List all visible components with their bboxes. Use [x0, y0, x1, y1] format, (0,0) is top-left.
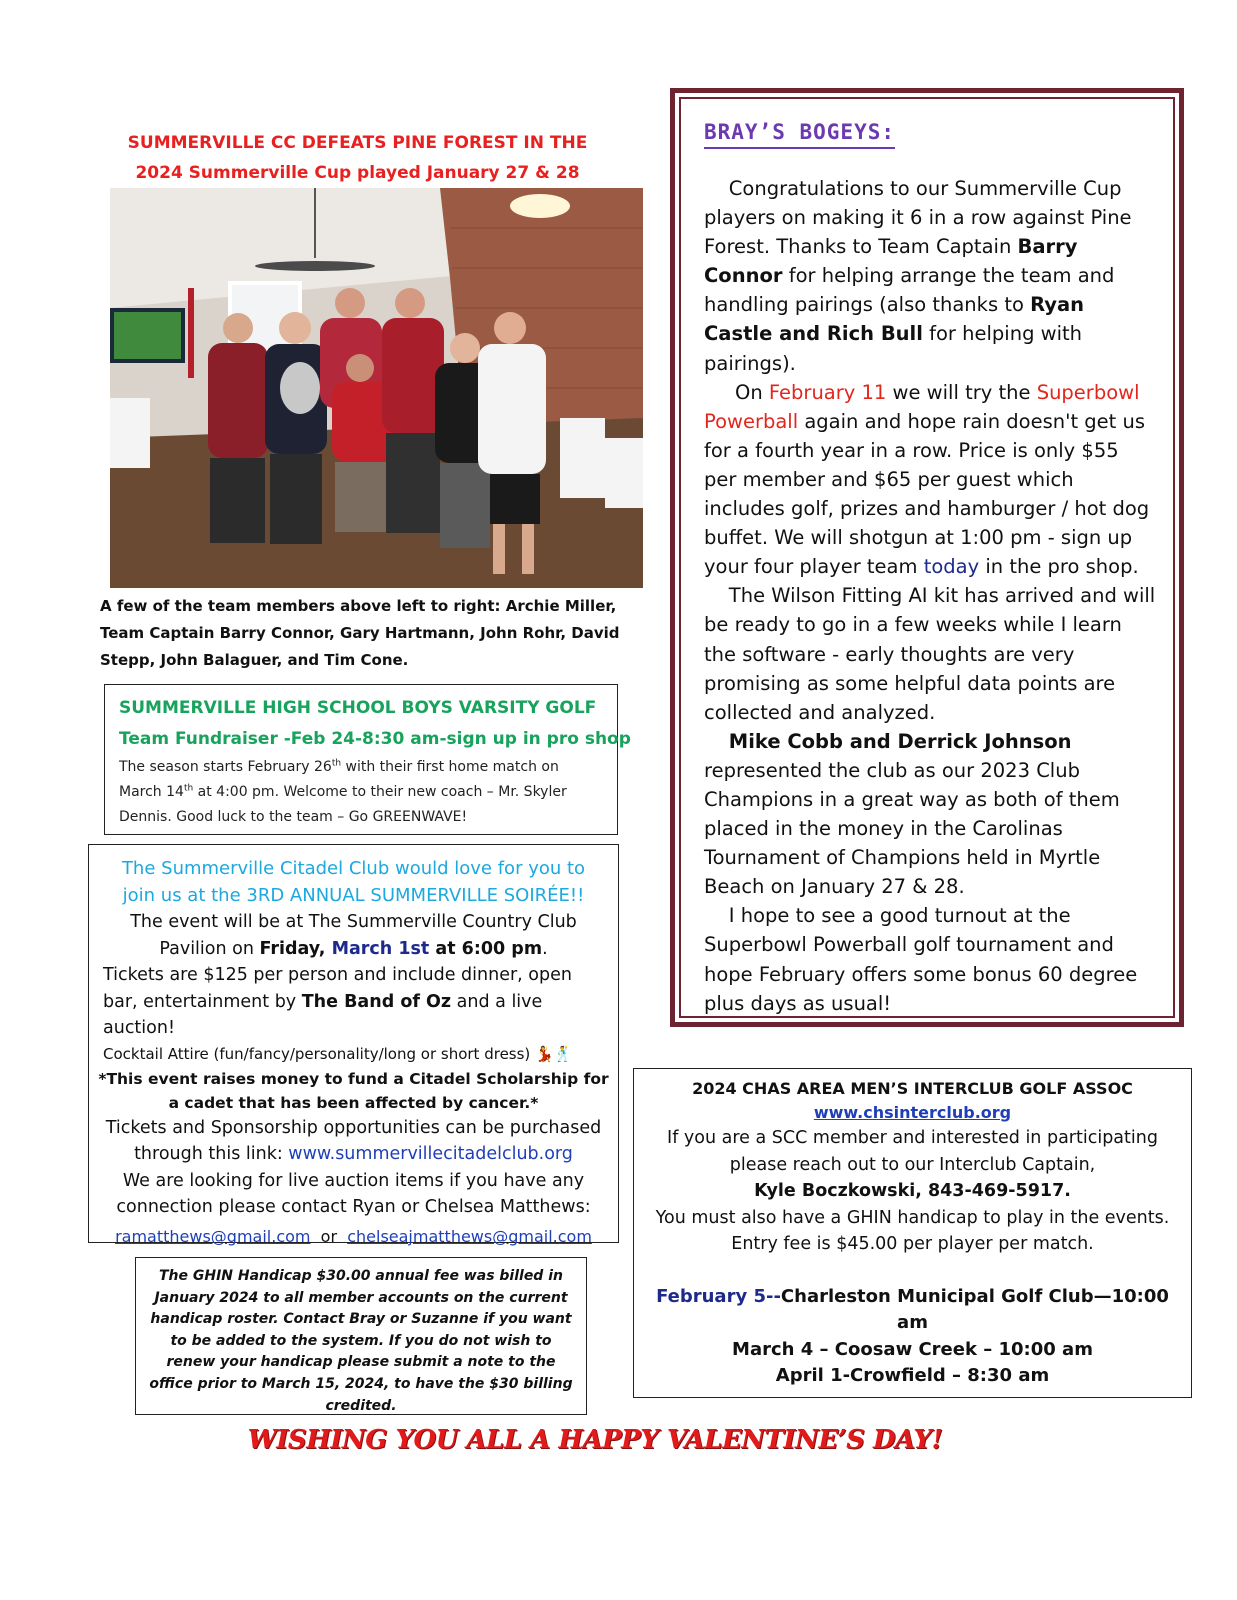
citadel-title-1: The Summerville Citadel Club would love for you to: [121, 858, 586, 879]
brays-p3-text: The Wilson Fitting AI kit has arrived and will be ready to go in a few weeks while I learn the software - early thoughts are very promising as some helpful data points are collected and analyzed.: [704, 584, 1156, 724]
valentine-banner: WISHING YOU ALL A HAPPY VALENTINE’S DAY!: [247, 1425, 943, 1455]
schedule-item-mar: March 4 – Coosaw Creek – 10:00 am: [732, 1338, 1093, 1360]
brays-p2-text-d: in the pro shop.: [979, 555, 1139, 579]
brays-p2-text-c: again and hope rain doesn't get us for a fourth year in a row. Price is only $55 per member and $65 per guest which includes golf, prizes and hamburger / hot dog buffet. We will shotgun at 1:00 pm - sign up your four player team: [704, 409, 1150, 579]
citadel-attire: [97, 1042, 610, 1067]
interclub-link-row: [644, 1101, 1181, 1125]
citadel-p3-text: Tickets and Sponsorship opportunities can be purchased through this link:: [105, 1117, 602, 1164]
brays-p2-date: February 11: [768, 380, 887, 404]
brays-p2-today: today: [923, 555, 980, 579]
brays-paragraph-2: [704, 378, 1156, 582]
brays-p1-name-2: Ryan Castle and Rich Bull: [704, 293, 1084, 346]
cup-headline: [100, 128, 615, 188]
citadel-title-2: join us at the 3RD ANNUAL SUMMERVILLE SOIRÉE!!: [122, 885, 585, 906]
citadel-event-day: Friday,: [259, 938, 332, 959]
cup-headline-line-2: 2024 Summerville Cup played January 27 & 28: [135, 163, 580, 183]
brays-paragraph-4: [704, 727, 1156, 902]
brays-p2-event: Superbowl Powerball: [704, 380, 1140, 433]
email-link-chelsea[interactable]: chelseajmatthews@gmail.com: [347, 1226, 592, 1246]
hs-body-a: The season starts February 26: [119, 759, 332, 775]
brays-paragraph-5: [704, 901, 1156, 1017]
brays-paragraph-1: [704, 174, 1156, 378]
schedule-item-apr: April 1-Crowfield – 8:30 am: [775, 1365, 1050, 1386]
email-link-ryan[interactable]: ramatthews@gmail.com: [115, 1226, 311, 1246]
dancing-man-icon: 🕺: [553, 1044, 573, 1063]
brays-title: BRAY’S BOGEYS:: [704, 117, 895, 149]
brays-p2-text: On: [735, 380, 769, 404]
interclub-entry-fee: Entry fee is $45.00 per player per match.: [731, 1234, 1094, 1254]
brays-p1-text-b: for helping arrange the team and handling pairings (also thanks to: [704, 264, 1115, 317]
citadel-event-time: at 6:00 pm: [429, 938, 543, 959]
email-or: or: [320, 1226, 338, 1246]
interclub-intro: If you are a SCC member and interested in participating please reach out to our Interclub Captain,: [667, 1128, 1158, 1175]
high-school-golf-box: [104, 684, 631, 835]
brays-p1-text-c: for helping with pairings).: [704, 322, 1083, 375]
schedule-item-feb: [644, 1284, 1181, 1337]
brays-p4-names: Mike Cobb and Derrick Johnson: [728, 729, 1072, 753]
brays-body: [704, 174, 1156, 1018]
citadel-emails: [97, 1223, 610, 1251]
citadel-sponsorship: [97, 1115, 610, 1168]
interclub-title: 2024 CHAS AREA MEN’S INTERCLUB GOLF ASSOC: [692, 1079, 1133, 1098]
brays-p1-name-1: Barry Connor: [704, 235, 1078, 288]
citadel-website-link[interactable]: www.summervillecitadelclub.org: [288, 1144, 573, 1164]
citadel-event-date: March 1st: [331, 938, 430, 959]
high-school-body: [119, 755, 605, 830]
brays-p2-text-b: we will try the: [886, 380, 1037, 404]
citadel-p2-text: Tickets are $125 per person and include dinner, open bar, entertainment by: [103, 965, 572, 1012]
interclub-box: [633, 1068, 1192, 1398]
hs-body-b: with their first home match on March 14: [119, 759, 559, 800]
dancer-icon: 💃: [535, 1044, 554, 1063]
high-school-title-2: Team Fundraiser -Feb 24-8:30 am-sign up in pro shop: [119, 729, 631, 749]
schedule-feb-venue: Charleston Municipal Golf Club—10:00 am: [780, 1285, 1169, 1333]
citadel-tickets: [97, 962, 610, 1042]
brays-p4-text: represented the club as our 2023 Club Champions in a great way as both of them placed in the money in the Carolinas Tournament of Champions held in Myrtle Beach on January 27 & 28.: [704, 758, 1120, 899]
interclub-schedule: [644, 1284, 1181, 1390]
ghin-notice-box: The GHIN Handicap $30.00 annual fee was billed in January 2024 to all member accounts on the current handicap roster. Contact Bray or Suzanne if you want to be added to the system. If you do not wish to renew your handicap please submit a note to the office prior to March 15, 2024, to have the $30 billing credited.: [135, 1257, 587, 1415]
citadel-p1-end: .: [542, 938, 548, 959]
citadel-event-details: [97, 909, 610, 962]
citadel-club-box: [88, 844, 619, 1246]
citadel-band: The Band of Oz: [301, 991, 452, 1012]
citadel-p1-text: The event will be at The Summerville Country Club Pavilion on: [130, 912, 577, 959]
citadel-auction: We are looking for live auction items if you have any connection please contact Ryan or Chelsea Matthews:: [116, 1170, 591, 1217]
citadel-p2-end: and a live auction!: [103, 991, 543, 1038]
interclub-captain: Kyle Boczkowski, 843-469-5917.: [754, 1181, 1071, 1201]
brays-p5-text: I hope to see a good turnout at the Superbowl Powerball golf tournament and hope February offers some bonus 60 degree plus days as usual!: [704, 904, 1138, 1015]
citadel-scholarship: *This event raises money to fund a Citadel Scholarship for a cadet that has been affected by cancer.*: [98, 1069, 609, 1112]
hs-body-c: at 4:00 pm. Welcome to their new coach – Mr. Skyler Dennis. Good luck to the team – Go GREENWAVE!: [119, 784, 567, 825]
citadel-attire-text: Cocktail Attire (fun/fancy/personality/long or short dress): [103, 1044, 531, 1063]
team-photo: [110, 188, 643, 588]
interclub-ghin-requirement: You must also have a GHIN handicap to play in the events.: [655, 1207, 1170, 1228]
interclub-website-link[interactable]: www.chsinterclub.org: [813, 1103, 1012, 1122]
photo-caption: A few of the team members above left to right: Archie Miller, Team Captain Barry Connor, Gary Hartmann, John Rohr, David Stepp, John Balaguer, and Tim Cone.: [100, 597, 620, 669]
high-school-title-1: SUMMERVILLE HIGH SCHOOL BOYS VARSITY GOLF: [119, 698, 597, 718]
cup-headline-line-1: SUMMERVILLE CC DEFEATS PINE FOREST IN THE: [127, 133, 588, 153]
brays-p1-text: Congratulations to our Summerville Cup players on making it 6 in a row against Pine Forest. Thanks to Team Captain: [704, 177, 1132, 259]
hs-sup-a: th: [331, 758, 342, 769]
hs-sup-b: th: [183, 783, 194, 794]
brays-paragraph-3: [704, 581, 1156, 726]
schedule-feb-date: February 5--: [656, 1285, 781, 1307]
brays-bogeys-box: [670, 88, 1184, 1027]
